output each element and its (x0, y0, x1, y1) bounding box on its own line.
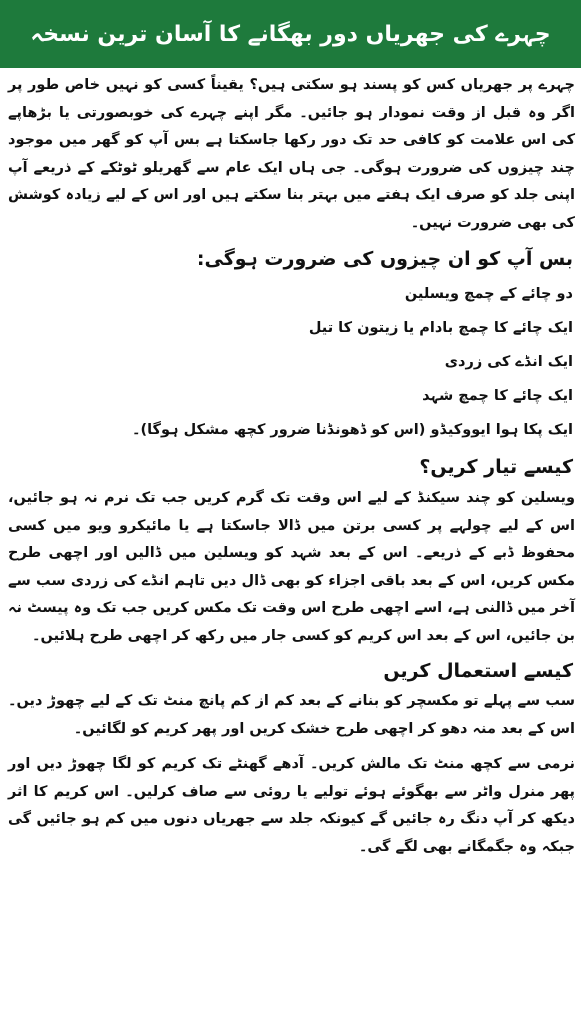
ingredient-item: ایک پکا ہوا ایووکیڈو (اس کو ڈھونڈنا ضرور کچھ مشکل ہوگا)۔ (131, 422, 573, 438)
title-banner (0, 0, 581, 68)
ingredient-item: ایک انڈے کی زردی (444, 354, 573, 370)
preparation-heading: کیسے تیار کریں؟ (419, 456, 573, 478)
article-body (0, 68, 581, 861)
usage-heading: کیسے استعمال کریں (383, 660, 573, 682)
article-title: چہرے کی جھریاں دور بھگانے کا آسان ترین نسخہ (30, 21, 551, 47)
ingredients-list (0, 281, 581, 443)
intro-paragraph: چہرے پر جھریاں کس کو پسند ہو سکتی ہیں؟ یقیناً کسی کو نہیں خاص طور پر اگر وہ قبل از وقت نمودار ہو جائیں۔ مگر اپنے چہرے کی خوبصورتی یا بڑھاپے کی اس علامت کو کافی حد تک دور رکھا جاسکتا ہے بس آپ کو گھر میں موجود چند چیزوں کی ضرورت ہوگی۔ جی ہاں ایک عام سے گھریلو ٹوٹکے کے ذریعے آپ اپنی جلد کو صرف ایک ہفتے میں بہتر بنا سکتے ہیں اور اس کے لیے زیادہ کوشش کی بھی ضرورت نہیں۔ (8, 77, 575, 231)
preparation-paragraph: ویسلین کو چند سیکنڈ کے لیے اس وقت تک گرم کریں جب تک نرم نہ ہو جائیں، اس کے لیے چولہے پر کسی برتن میں ڈالا جاسکتا ہے یا مائیکرو ویو میں کسی محفوظ ڈبے کے ذریعے۔ اس کے بعد شہد کو ویسلین میں ڈالیں اور اچھی طرح مکس کریں، اس کے بعد باقی اجزاء کو بھی ڈال دیں تاہم انڈے کی زردی سب سے آخر میں ڈالنی ہے، اسے اچھی طرح اس وقت تک مکس کریں جب تک وہ پیسٹ نہ بن جائیں، اس کے بعد اس کریم کو کسی جار میں رکھ کر اچھی طرح ہلائیں۔ (8, 490, 575, 644)
usage-paragraph: نرمی سے کچھ منٹ تک مالش کریں۔ آدھے گھنٹے تک کریم کو لگا چھوڑ دیں اور پھر منرل واٹر سے بھگوئے ہوئے تولیے یا روئی سے صاف کرلیں۔ اس کریم کا اثر دیکھ کر آپ دنگ رہ جائیں گے کیونکہ جلد سے جھریاں دنوں میں کم ہو جائیں گی جبکہ وہ جگمگانے بھی لگے گی۔ (8, 756, 575, 855)
ingredient-item: ایک چائے کا چمچ شہد (422, 388, 573, 404)
ingredient-item: دو چائے کے چمچ ویسلین (404, 286, 573, 302)
ingredients-heading: بس آپ کو ان چیزوں کی ضرورت ہوگی: (196, 248, 573, 270)
ingredient-item: ایک چائے کا چمچ بادام یا زیتون کا تیل (308, 320, 573, 336)
usage-paragraph: سب سے پہلے تو مکسچر کو بنانے کے بعد کم از کم پانچ منٹ تک کے لیے چھوڑ دیں۔ اس کے بعد منہ دھو کر اچھی طرح خشک کریں اور پھر کریم کو لگائیں۔ (8, 693, 575, 737)
